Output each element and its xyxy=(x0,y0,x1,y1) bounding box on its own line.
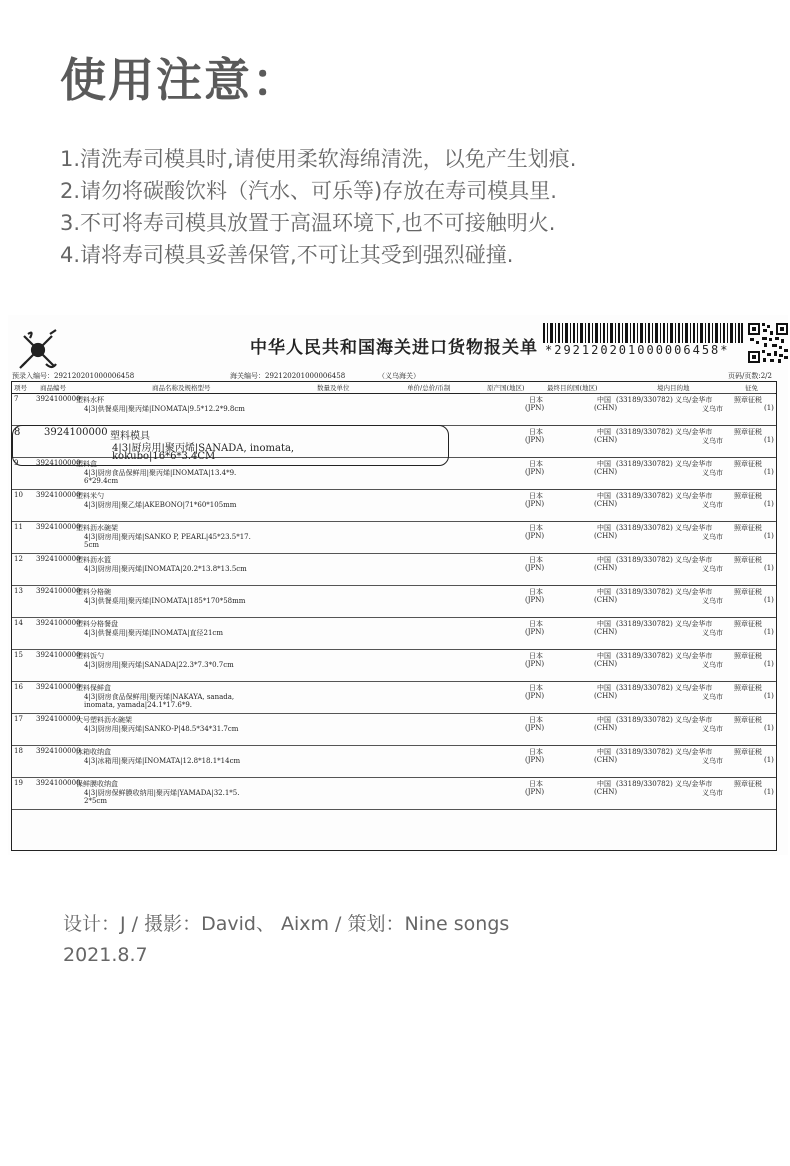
commodity-name: 塑料模具 xyxy=(110,431,150,442)
origin-country: 日本 xyxy=(529,396,543,404)
levy-code: (1) xyxy=(764,724,774,732)
row-number: 15 xyxy=(14,651,23,659)
commodity-code: 3924100000 xyxy=(36,715,81,723)
goods-table xyxy=(11,381,777,851)
row-number: 12 xyxy=(14,555,23,563)
dest-country: 中国 xyxy=(597,492,611,500)
qr-code-icon xyxy=(748,323,788,363)
dest-country: 中国 xyxy=(597,620,611,628)
page-count: 页码/页数:2/2 xyxy=(728,372,772,380)
commodity-code: 3924100000 xyxy=(36,523,81,531)
table-row xyxy=(12,713,776,746)
levy-code: (1) xyxy=(764,468,774,476)
row-divider xyxy=(480,713,775,714)
levy-method: 照章征税 xyxy=(734,556,762,564)
dest-country: 中国 xyxy=(597,748,611,756)
commodity-name: 塑料保鲜盒 xyxy=(76,684,111,692)
origin-country: 日本 xyxy=(529,684,543,692)
col-header-no: 项号 xyxy=(14,384,27,392)
domestic-destination-city: 义乌市 xyxy=(702,501,723,509)
row-divider xyxy=(480,521,775,522)
commodity-spec: 4|3|厨房用|聚丙烯|INOMATA|20.2*13.8*13.5cm xyxy=(84,565,247,573)
row-divider xyxy=(480,585,775,586)
commodity-code: 3924100000 xyxy=(36,491,81,499)
commodity-spec: 4|3|供餐桌用|聚丙烯|INOMATA|185*170*58mm xyxy=(84,597,246,605)
levy-code: (1) xyxy=(764,692,774,700)
dest-code: (CHN) xyxy=(594,788,618,796)
row-divider xyxy=(480,649,775,650)
levy-method: 照章征税 xyxy=(734,588,762,596)
domestic-destination: (33189/330782) 义乌/金华市 xyxy=(616,428,713,436)
note-3: 3.不可将寿司模具放置于高温环境下,也不可接触明火. xyxy=(60,211,556,235)
commodity-spec: 4|3|供餐桌用|聚丙烯|INOMATA|9.5*12.2*9.8cm xyxy=(84,405,245,413)
commodity-name: 冰箱收纳盒 xyxy=(76,748,111,756)
dest-country: 中国 xyxy=(597,684,611,692)
origin-country: 日本 xyxy=(529,492,543,500)
table-row xyxy=(12,521,776,554)
dest-code: (CHN) xyxy=(594,692,618,700)
row-divider xyxy=(480,457,775,458)
commodity-spec: 4|3|厨房食品保鲜用|聚丙烯|NAKAYA, sanada, xyxy=(84,693,235,701)
origin-code: (JPN) xyxy=(525,692,545,700)
col-header-domestic: 境内目的地 xyxy=(657,384,690,392)
row-number: 16 xyxy=(14,683,23,691)
commodity-name: 塑料分格餐盘 xyxy=(76,620,118,628)
dest-code: (CHN) xyxy=(594,756,618,764)
levy-method: 照章征税 xyxy=(734,492,762,500)
customs-emblem-icon xyxy=(16,328,60,372)
domestic-destination-city: 义乌市 xyxy=(702,597,723,605)
table-row xyxy=(12,617,776,650)
levy-method: 照章征税 xyxy=(734,748,762,756)
commodity-name: 大号塑料沥水碗架 xyxy=(76,716,132,724)
origin-country: 日本 xyxy=(529,524,543,532)
dest-country: 中国 xyxy=(597,716,611,724)
customs-number: 海关编号：292120201000006458 xyxy=(230,372,346,380)
row-number: 14 xyxy=(14,619,23,627)
col-header-levy: 征免 xyxy=(745,384,758,392)
dest-code: (CHN) xyxy=(594,500,618,508)
levy-code: (1) xyxy=(764,532,774,540)
domestic-destination-city: 义乌市 xyxy=(702,725,723,733)
dest-code: (CHN) xyxy=(594,564,618,572)
row-divider xyxy=(480,681,775,682)
commodity-name: 塑料盒 xyxy=(76,460,97,468)
row-number: 19 xyxy=(14,779,23,787)
table-row xyxy=(12,681,776,714)
origin-code: (JPN) xyxy=(525,500,545,508)
domestic-destination-city: 义乌市 xyxy=(702,757,723,765)
table-row xyxy=(12,489,776,522)
levy-code: (1) xyxy=(764,500,774,508)
domestic-destination: (33189/330782) 义乌/金华市 xyxy=(616,460,713,468)
levy-code: (1) xyxy=(764,756,774,764)
credits: 设计：J / 摄影：David、 Aixm / 策划：Nine songs xyxy=(63,913,510,935)
domestic-destination-city: 义乌市 xyxy=(702,693,723,701)
commodity-name: 保鲜膜收纳盒 xyxy=(76,780,118,788)
origin-code: (JPN) xyxy=(525,532,545,540)
barcode-number: *292120201000006458* xyxy=(545,343,730,357)
levy-method: 照章征税 xyxy=(734,428,762,436)
domestic-destination-city: 义乌市 xyxy=(702,405,723,413)
dest-code: (CHN) xyxy=(594,404,618,412)
commodity-code: 3924100000 xyxy=(36,779,81,787)
col-header-dest: 最终目的国(地区) xyxy=(547,384,598,392)
levy-code: (1) xyxy=(764,436,774,444)
dest-code: (CHN) xyxy=(594,628,618,636)
domestic-destination: (33189/330782) 义乌/金华市 xyxy=(616,780,713,788)
row-divider xyxy=(480,425,775,426)
origin-code: (JPN) xyxy=(525,564,545,572)
col-header-origin: 原产国(地区) xyxy=(487,384,525,392)
table-row xyxy=(12,393,776,426)
commodity-spec: 4|3|厨房用|聚丙烯|SANKO P, PEARL|45*23.5*17. xyxy=(84,533,251,541)
domestic-destination: (33189/330782) 义乌/金华市 xyxy=(616,588,713,596)
commodity-name: 塑料饭勺 xyxy=(76,652,104,660)
levy-method: 照章征税 xyxy=(734,780,762,788)
dest-country: 中国 xyxy=(597,428,611,436)
row-number: 9 xyxy=(14,459,19,467)
origin-country: 日本 xyxy=(529,556,543,564)
commodity-spec-cont: 2*5cm xyxy=(84,797,107,805)
levy-code: (1) xyxy=(764,596,774,604)
dest-country: 中国 xyxy=(597,780,611,788)
table-row xyxy=(12,649,776,682)
commodity-name: 塑料分格碗 xyxy=(76,588,111,596)
row-divider xyxy=(480,489,775,490)
row-number: 7 xyxy=(14,395,19,403)
origin-code: (JPN) xyxy=(525,468,545,476)
domestic-destination: (33189/330782) 义乌/金华市 xyxy=(616,748,713,756)
origin-country: 日本 xyxy=(529,716,543,724)
commodity-name: 塑料沥水碗架 xyxy=(76,524,118,532)
commodity-code: 3924100000 xyxy=(36,747,81,755)
row-divider xyxy=(480,617,775,618)
commodity-name: 塑料水杯 xyxy=(76,396,104,404)
domestic-destination-city: 义乌市 xyxy=(702,629,723,637)
table-row xyxy=(12,745,776,778)
levy-code: (1) xyxy=(764,628,774,636)
domestic-destination-city: 义乌市 xyxy=(702,469,723,477)
commodity-code: 3924100000 xyxy=(36,619,81,627)
usage-notes xyxy=(60,143,576,271)
commodity-name: 塑料沥水篮 xyxy=(76,556,111,564)
origin-country: 日本 xyxy=(529,428,543,436)
levy-method: 照章征税 xyxy=(734,716,762,724)
levy-method: 照章征税 xyxy=(734,684,762,692)
domestic-destination-city: 义乌市 xyxy=(702,437,723,445)
domestic-destination: (33189/330782) 义乌/金华市 xyxy=(616,524,713,532)
customs-declaration-document xyxy=(8,315,788,855)
domestic-destination: (33189/330782) 义乌/金华市 xyxy=(616,620,713,628)
commodity-spec-cont: 6*29.4cm xyxy=(84,477,119,485)
domestic-destination-city: 义乌市 xyxy=(702,789,723,797)
publish-date: 2021.8.7 xyxy=(63,944,148,966)
domestic-destination-city: 义乌市 xyxy=(702,533,723,541)
customs-port: （义乌海关） xyxy=(378,372,420,380)
levy-method: 照章征税 xyxy=(734,652,762,660)
origin-country: 日本 xyxy=(529,652,543,660)
col-header-name: 商品名称及规格型号 xyxy=(152,384,211,392)
commodity-spec-cont: inomata, yamada|24.1*17.6*9. xyxy=(84,701,193,709)
domestic-destination: (33189/330782) 义乌/金华市 xyxy=(616,492,713,500)
dest-code: (CHN) xyxy=(594,660,618,668)
origin-country: 日本 xyxy=(529,588,543,596)
origin-code: (JPN) xyxy=(525,628,545,636)
col-header-qty: 数量及单位 xyxy=(317,384,350,392)
origin-code: (JPN) xyxy=(525,724,545,732)
domestic-destination: (33189/330782) 义乌/金华市 xyxy=(616,556,713,564)
levy-method: 照章征税 xyxy=(734,396,762,404)
commodity-code: 3924100000 xyxy=(36,651,81,659)
row-number: 8 xyxy=(14,427,21,438)
row-number: 10 xyxy=(14,491,23,499)
commodity-code: 3924100000 xyxy=(36,459,81,467)
commodity-code: 3924100000 xyxy=(36,683,81,691)
table-row xyxy=(12,777,776,810)
origin-code: (JPN) xyxy=(525,596,545,604)
pre-entry-number: 预录入编号：292120201000006458 xyxy=(12,372,135,380)
note-4: 4.请将寿司模具妥善保管,不可让其受到强烈碰撞. xyxy=(60,243,514,267)
col-header-price: 单价/总价/币制 xyxy=(407,384,451,392)
dest-country: 中国 xyxy=(597,396,611,404)
row-divider xyxy=(480,553,775,554)
page-title: 使用注意： xyxy=(60,53,300,107)
dest-code: (CHN) xyxy=(594,724,618,732)
commodity-spec-cont: 5cm xyxy=(84,541,100,549)
origin-code: (JPN) xyxy=(525,436,545,444)
dest-code: (CHN) xyxy=(594,532,618,540)
commodity-spec: 4|3|冰箱用|聚丙烯|INOMATA|12.8*18.1*14cm xyxy=(84,757,241,765)
commodity-code: 3924100000 xyxy=(36,555,81,563)
commodity-spec-cont: kokubo|16*6*3.4CM xyxy=(112,451,216,462)
origin-country: 日本 xyxy=(529,460,543,468)
domestic-destination-city: 义乌市 xyxy=(702,565,723,573)
levy-code: (1) xyxy=(764,788,774,796)
row-number: 17 xyxy=(14,715,23,723)
dest-code: (CHN) xyxy=(594,468,618,476)
levy-method: 照章征税 xyxy=(734,524,762,532)
commodity-spec: 4|3|厨房用|聚丙烯|SANKO-P|48.5*34*31.7cm xyxy=(84,725,239,733)
dest-country: 中国 xyxy=(597,460,611,468)
commodity-spec: 4|3|厨房用|聚丙烯|SANADA|22.3*7.3*0.7cm xyxy=(84,661,234,669)
commodity-spec: 4|3|厨房用|聚丙烯|SANADA, inomata, xyxy=(112,443,295,454)
dest-country: 中国 xyxy=(597,524,611,532)
origin-code: (JPN) xyxy=(525,404,545,412)
dest-country: 中国 xyxy=(597,652,611,660)
domestic-destination-city: 义乌市 xyxy=(702,661,723,669)
levy-code: (1) xyxy=(764,404,774,412)
origin-code: (JPN) xyxy=(525,756,545,764)
levy-method: 照章征税 xyxy=(734,460,762,468)
origin-code: (JPN) xyxy=(525,788,545,796)
table-row xyxy=(12,553,776,586)
domestic-destination: (33189/330782) 义乌/金华市 xyxy=(616,396,713,404)
note-2: 2.请勿将碳酸饮料（汽水、可乐等)存放在寿司模具里. xyxy=(60,179,557,203)
dest-country: 中国 xyxy=(597,588,611,596)
commodity-spec: 4|3|厨房保鲜膜收纳用|聚丙烯|YAMADA|32.1*5. xyxy=(84,789,240,797)
commodity-code: 3924100000 xyxy=(36,395,81,403)
row-number: 11 xyxy=(14,523,23,531)
domestic-destination: (33189/330782) 义乌/金华市 xyxy=(616,716,713,724)
commodity-code: 3924100000 xyxy=(36,587,81,595)
col-header-code: 商品编号 xyxy=(40,384,66,392)
commodity-spec: 4|3|厨房食品保鲜用|聚丙烯|INOMATA|13.4*9. xyxy=(84,469,237,477)
row-number: 18 xyxy=(14,747,23,755)
row-divider xyxy=(480,393,775,394)
commodity-code: 3924100000 xyxy=(44,427,108,438)
levy-code: (1) xyxy=(764,660,774,668)
dest-code: (CHN) xyxy=(594,596,618,604)
row-divider xyxy=(480,745,775,746)
commodity-spec: 4|3|厨房用|聚乙烯|AKEBONO|71*60*105mm xyxy=(84,501,237,509)
origin-country: 日本 xyxy=(529,748,543,756)
levy-code: (1) xyxy=(764,564,774,572)
row-divider xyxy=(480,777,775,778)
domestic-destination: (33189/330782) 义乌/金华市 xyxy=(616,652,713,660)
note-1: 1.清洗寿司模具时,请使用柔软海绵清洗，以免产生划痕. xyxy=(60,147,577,171)
table-row xyxy=(12,585,776,618)
document-title: 中华人民共和国海关进口货物报关单 xyxy=(250,338,538,358)
dest-country: 中国 xyxy=(597,556,611,564)
origin-country: 日本 xyxy=(529,780,543,788)
origin-country: 日本 xyxy=(529,620,543,628)
origin-code: (JPN) xyxy=(525,660,545,668)
domestic-destination: (33189/330782) 义乌/金华市 xyxy=(616,684,713,692)
commodity-spec: 4|3|供餐桌用|聚丙烯|INOMATA|直径21cm xyxy=(84,629,223,637)
row-number: 13 xyxy=(14,587,23,595)
highlighted-row-outline xyxy=(12,425,449,466)
commodity-name: 塑料米勺 xyxy=(76,492,104,500)
levy-method: 照章征税 xyxy=(734,620,762,628)
dest-code: (CHN) xyxy=(594,436,618,444)
